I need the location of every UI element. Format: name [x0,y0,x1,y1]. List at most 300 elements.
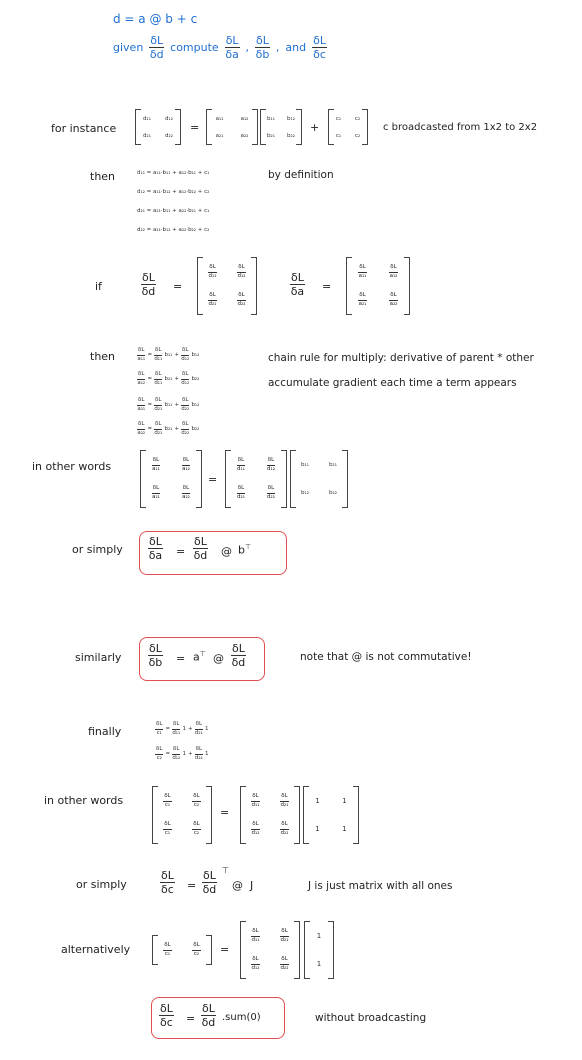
matrix-cell: b₂₁ [329,462,337,468]
frac-num: δL [195,747,203,755]
frac [154,372,162,386]
frac-num: δL [155,722,163,730]
grad-cell [237,458,245,472]
matrix-cell: a₁₂ [240,115,249,122]
frac [154,348,162,362]
frac-den: d₂₁ [280,801,289,808]
frac-den: d₂₁ [154,405,163,412]
frac-den: δb [148,656,163,669]
grad-cell [152,458,160,472]
matrix-cell: b₂₂ [287,132,295,139]
frac-num: δL [291,271,304,284]
matrix-cell: 1 [315,797,320,805]
frac-den: a₁₂ [389,272,398,279]
frac-den: c₂ [193,829,200,836]
frac [137,372,145,386]
frac [172,722,180,736]
frac [155,747,163,761]
label-for-instance: for instance [51,122,117,135]
term: 1 [205,726,209,732]
term: b₂₂ [191,426,200,432]
term: b₂₁ [164,426,173,432]
frac-den: d₁₂ [267,465,275,472]
frac-num: δL [389,293,397,301]
fraction-dL-da [290,272,305,297]
given-word: given [113,41,144,54]
b-transpose [238,543,251,557]
eq: = [147,402,153,408]
frac-den: a₂₂ [137,429,146,436]
chain-line [137,422,199,436]
frac-den: d₁₁ [172,729,181,736]
grad-cell [208,293,216,307]
frac-num: δL [172,747,180,755]
frac-den: d₂₁ [194,729,203,736]
frac-den: δd [193,549,208,562]
equals-sign: = [173,280,183,293]
frac-num: δL [155,747,163,755]
frac-num: δL [358,293,366,301]
eq: = [165,726,171,732]
fraction-dL-da-result [148,536,163,561]
matrix-cell: d₂₁ [143,132,151,139]
frac-num: δL [237,293,245,301]
frac-den: d₂₂ [194,754,203,761]
grad-cell [152,486,160,500]
frac-den: d₁₁ [154,379,163,386]
sum-call: .sum(0) [222,1012,261,1023]
frac-num: δL [251,929,259,937]
frac-den: a₂₂ [182,493,190,500]
frac-num: δL [280,822,288,830]
matrix-dL-dd-T [240,787,300,843]
matrix-cell: b₁₂ [301,490,309,496]
frac-num: δL [237,486,245,494]
matrix-b-transpose [290,451,348,507]
frac-num: δL [267,458,275,466]
and-word: and [285,41,307,54]
frac-num: δL [181,422,189,430]
frac-den: d₂₁ [237,493,245,500]
frac-num: δL [182,486,190,494]
frac-num: δL [225,34,239,47]
equals-sign: = [187,879,197,892]
equals-sign: = [176,652,186,665]
frac-num: δL [208,293,216,301]
frac-num: δL [280,794,288,802]
frac-num: δL [163,794,171,802]
fraction-dL-dc-result [160,870,175,895]
grad-cell [163,943,171,957]
frac-num: δL [202,1002,215,1015]
frac-den: c₂ [156,754,162,761]
frac-den: d₁₁ [208,272,217,279]
definition-line: d₂₁ = a₂₁·b₁₁ + a₂₂·b₂₁ + c₁ [137,208,210,214]
term: b₁₂ [191,402,200,408]
frac-den: d₂₂ [181,405,190,412]
frac-den: a₂₂ [389,300,398,307]
grad-cell [163,822,171,836]
given-line [113,35,327,60]
frac-den: δa [225,48,239,61]
frac-den: a₂₁ [152,493,160,500]
matrix-cell: 1 [342,825,347,833]
matrix-dL-dd-T-2 [240,922,300,978]
frac [181,398,189,412]
frac-num: δL [280,957,288,965]
frac-num: δL [160,1002,173,1015]
frac-num: δL [280,929,288,937]
note-accumulate: accumulate gradient each time a term appears [268,377,517,389]
grad-cell [280,929,288,943]
frac-den: δa [290,285,305,298]
comma: , [245,41,250,54]
grad-cell [280,794,288,808]
frac-num: δL [137,372,145,380]
frac-num: δL [150,34,164,47]
frac-den: δd [149,48,164,61]
matrix-cell: 1 [315,825,320,833]
final-line [155,722,209,736]
matrix-cell: b₁₂ [287,115,295,122]
grad-cell [358,293,366,307]
matrix-cell: c₁ [335,132,342,139]
label-similarly: similarly [75,651,122,664]
a-symbol: a [193,650,200,664]
matrix-cell: 1 [316,932,322,940]
fraction-dL-dd-result [193,536,208,561]
compute-word: compute [170,41,219,54]
eq: = [147,426,153,432]
grad-cell [163,794,171,808]
frac-den: δc [160,1016,173,1029]
matrix-dL-dc [152,787,212,843]
frac-num: δL [208,265,216,273]
frac-den: d₁₂ [172,754,181,761]
plus: + [187,726,193,732]
grad-cell [237,265,245,279]
frac [172,747,180,761]
frac-den: d₂₁ [280,936,289,943]
comma: , [275,41,280,54]
definition-line: d₁₂ = a₁₁·b₁₂ + a₁₂·b₂₂ + c₂ [137,189,210,195]
frac [154,422,162,436]
grad-cell [182,486,190,500]
frac [181,348,189,362]
frac-den: a₁₁ [358,272,367,279]
frac-den: a₁₁ [137,355,146,362]
matrix-cell: a₁₁ [215,115,224,122]
matrix-dL-dc-row [152,936,212,964]
frac-den: δd [202,883,217,896]
frac-den: δa [148,549,163,562]
matrix-cell: c₂ [354,132,361,139]
matrix-cell: c₁ [335,115,342,122]
frac-den: d₂₂ [280,829,289,836]
frac-num: δL [267,486,275,494]
frac-num: δL [181,372,189,380]
chain-line [137,348,199,362]
grad-cell [192,943,200,957]
frac-den: d₂₂ [280,964,289,971]
frac-den: c₁ [164,829,171,836]
frac-den: δc [161,883,174,896]
frac-num: δL [154,372,162,380]
label-then-definitions: then [90,170,116,183]
definition-line: d₂₂ = a₂₁·b₁₂ + a₂₂·b₂₂ + c₂ [137,227,210,233]
equals-sign: = [176,545,186,558]
frac-den: δc [313,48,326,61]
matrix-ones-column [304,922,334,978]
frac-num: δL [194,535,207,548]
frac-den: d₂₁ [208,300,217,307]
frac [155,722,163,736]
matrix-d [135,110,181,144]
matrix-cell: d₁₂ [165,115,173,122]
frac-num: δL [163,822,171,830]
term: b₂₁ [164,376,173,382]
frac [195,722,203,736]
frac-num: δL [192,943,200,951]
frac-den: d₁₁ [237,465,245,472]
frac-num: δL [251,822,259,830]
frac-den: d₂₁ [154,429,163,436]
plus: + [174,352,179,358]
matrix-cell: 1 [316,960,322,968]
frac-den: d₁₂ [237,272,246,279]
fraction-dL-dd-transposed [202,870,217,895]
equation-definition: d = a @ b + c [113,12,198,26]
grad-cell [192,794,200,808]
matmul-sign: @ [213,652,224,665]
equals-sign: = [322,280,332,293]
frac-num: δL [237,265,245,273]
frac-num: δL [181,398,189,406]
frac-num: δL [152,486,160,494]
frac-num: δL [358,265,366,273]
plus: + [174,402,179,408]
frac-den: a₁₁ [152,465,160,472]
frac-num: δL [251,957,259,965]
frac-den: δb [255,48,270,61]
note-chain-rule: chain rule for multiply: derivative of parent * other [268,352,534,364]
term: 1 [182,751,186,757]
grad-cell [251,794,259,808]
frac-den: d₁₁ [251,801,260,808]
equals-sign: = [220,943,230,956]
final-line [155,747,209,761]
frac-den: c₁ [164,801,171,808]
frac-num: δL [232,642,245,655]
frac-num: δL [203,869,216,882]
fraction-dL-dc-final [159,1003,174,1028]
frac-den: d₁₁ [251,936,260,943]
grad-cell [389,265,397,279]
label-or-simply-2: or simply [76,878,127,891]
frac-num: δL [154,398,162,406]
note-broadcast: c broadcasted from 1x2 to 2x2 [383,122,538,133]
frac-num: δL [142,271,155,284]
matrix-ones [303,787,359,843]
grad-cell [280,957,288,971]
grad-cell [389,293,397,307]
term: b₂₂ [191,376,200,382]
matrix-cell: b₁₁ [301,462,309,468]
frac-num: δL [182,458,190,466]
frac-den: a₁₂ [182,465,190,472]
equals-sign: = [220,806,230,819]
label-if: if [95,280,102,293]
grad-cell [208,265,216,279]
frac-den: δd [141,285,156,298]
fraction-dL-dd-final [201,1003,216,1028]
frac-den: a₁₂ [137,379,146,386]
frac-num: δL [154,422,162,430]
compute-fraction-a [225,35,240,60]
grad-cell [182,458,190,472]
frac-den: c₁ [156,729,162,736]
frac-den: d₁₂ [181,355,190,362]
grad-cell [267,458,275,472]
frac [195,747,203,761]
matrix-dL-dd-2 [225,451,287,507]
grad-cell [358,265,366,279]
frac-den: d₁₂ [251,829,260,836]
frac-den: d₁₂ [181,379,190,386]
plus: + [174,376,179,382]
frac [181,372,189,386]
plus: + [187,751,193,757]
frac-num: δL [313,34,326,47]
chain-line [137,398,199,412]
chain-line [137,372,199,386]
matrix-c-broadcast [328,110,368,144]
frac-den: δd [201,1016,216,1029]
eq: = [147,376,153,382]
frac-den: c₂ [193,801,200,808]
grad-cell [280,822,288,836]
grad-cell [251,957,259,971]
term: 1 [205,751,209,757]
grad-cell [251,822,259,836]
transpose-mark: ⊤ [199,650,206,658]
a-transpose [193,650,206,664]
frac-den: d₂₂ [267,493,275,500]
equals-sign: = [208,473,218,486]
matrix-dL-dd [197,258,257,314]
eq: = [165,751,171,757]
frac-den: d₁₂ [251,964,260,971]
frac-num: δL [161,869,174,882]
matrix-cell: a₂₂ [240,132,249,139]
frac-num: δL [172,722,180,730]
transpose-mark: ⊤ [222,866,229,875]
frac-den: c₁ [164,950,171,957]
matrix-cell: 1 [342,797,347,805]
frac-den: d₂₂ [181,429,190,436]
label-then-chain: then [90,350,116,363]
given-fraction [149,35,164,60]
term: 1 [182,726,186,732]
matrix-cell: d₁₁ [143,115,151,122]
J-symbol: J [250,879,254,892]
note-without-broadcasting: without broadcasting [315,1012,427,1024]
term: b₁₁ [164,402,173,408]
frac-den: d₂₂ [237,300,246,307]
fraction-dL-dd-result-2 [231,643,246,668]
plus-sign: + [310,121,320,134]
label-in-other-words-2: in other words [44,794,124,807]
label-in-other-words-1: in other words [32,460,112,473]
frac-num: δL [192,794,200,802]
matmul-sign: @ [221,545,232,558]
definition-line: d₁₁ = a₁₁·b₁₁ + a₁₂·b₂₁ + c₁ [137,170,210,176]
term: b₁₁ [164,352,173,358]
frac [137,422,145,436]
frac [181,422,189,436]
frac-den: c₂ [193,950,200,957]
note-not-commutative: note that @ is not commutative! [300,651,472,663]
b-symbol: b [238,543,245,557]
fraction-dL-dd [141,272,156,297]
frac [137,398,145,412]
grad-cell [237,293,245,307]
transpose-mark: ⊤ [244,543,252,551]
frac-num: δL [149,642,162,655]
grad-cell [237,486,245,500]
frac-num: δL [181,348,189,356]
matrix-cell: a₂₁ [215,132,224,139]
frac-num: δL [154,348,162,356]
matrix-dL-da [346,258,410,314]
frac-num: δL [237,458,245,466]
note-by-definition: by definition [268,169,334,181]
frac-den: a₂₁ [137,405,146,412]
matrix-dL-da-2 [140,451,202,507]
matrix-a [206,110,258,144]
frac-num: δL [251,794,259,802]
matmul-sign: @ [232,879,243,892]
term: b₁₂ [191,352,200,358]
note-J-ones: J is just matrix with all ones [308,880,453,892]
matrix-cell: c₂ [354,115,361,122]
matrix-cell: d₂₂ [165,132,173,139]
frac-num: δL [137,398,145,406]
frac [137,348,145,362]
frac [154,398,162,412]
frac-num: δL [256,34,269,47]
label-or-simply-1: or simply [72,543,123,556]
grad-cell [192,822,200,836]
frac-num: δL [137,422,145,430]
frac-den: δd [231,656,246,669]
frac-num: δL [195,722,203,730]
frac-num: δL [137,348,145,356]
equals-sign: = [186,1012,196,1025]
plus: + [174,426,179,432]
frac-den: d₁₁ [154,355,163,362]
label-finally: finally [88,725,122,738]
frac-num: δL [149,535,162,548]
compute-fraction-c [312,35,327,60]
grad-cell [251,929,259,943]
matrix-cell: b₁₁ [267,115,275,122]
equals-sign: = [190,121,200,134]
frac-num: δL [192,822,200,830]
frac-num: δL [152,458,160,466]
matrix-b [260,110,302,144]
label-alternatively: alternatively [61,943,131,956]
